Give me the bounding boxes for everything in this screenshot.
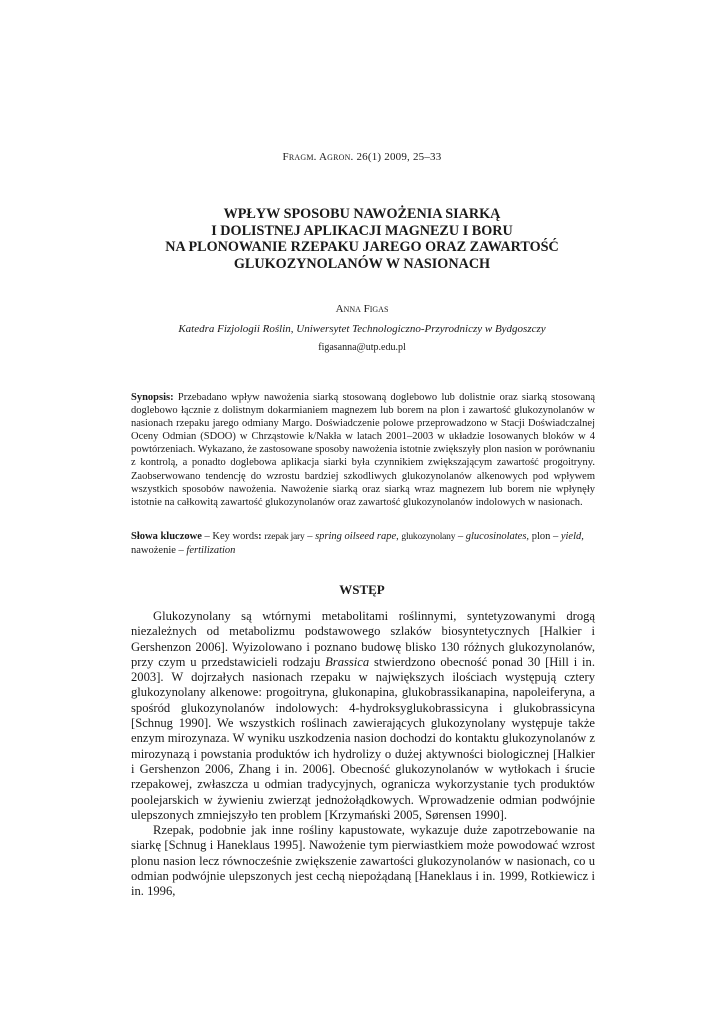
author-email: figasanna@utp.edu.pl (318, 342, 406, 353)
synopsis-label: Synopsis: (131, 392, 174, 403)
paragraph: Rzepak, podobnie jak inne rośliny kapustowate, wykazuje duże zapotrzebowanie na siarkę [Schnug i Haneklaus 1995]. Nawożenie tym pierwiastkiem może powodować wzrost plonu nasion lecz równocześnie zwiększenie zawartości glukozynolanów w nasionach, co u odmian podwójnie ulepszonych jest cechą niepożądaną [Haneklaus i in. 1999, Rotkiewicz i in. 1996, (131, 823, 595, 899)
body-text (131, 609, 595, 900)
synopsis-text: Przebadano wpływ nawożenia siarką stosowaną doglebowo lub dolistnie oraz siarką stosowaną doglebowo łącznie z dolistnym dokarmianiem magnezem lub borem na plon i zawartość glukozynolanów w nasionach rzepaku jarego odmiany Margo. Doświadczenie polowe przeprowadzono w Stacji Doświadczalnej Oceny Odmian (SDOO) w Chrząstowie k/Nakła w latach 2001–2003 w układzie losowanych bloków w 4 powtórzeniach. Wykazano, że zastosowane sposoby nawożenia istotnie zwiększyły plon nasion w porównaniu z kontrolą, a ponadto doglebowa aplikacja siarki była czynnikiem zwiększającym zawartość progoitryny. Zaobserwowano tendencję do wzrostu bardziej szkodliwych glukozynolanów alkenowych pod wpływem wszystkich sposobów nawożenia. Nawożenie siarką oraz siarką wraz magnezem lub borem nie wpłynęły istotnie na całkowitą zawartość glukozynolanów oraz zawartość glukozynolanów indolowych w nasionach. (131, 392, 596, 508)
keyword-sep: , (396, 531, 402, 542)
journal-citation (0, 151, 724, 163)
keyword-dash: – (175, 545, 187, 556)
keyword-pl: rzepak jary (264, 532, 305, 542)
keyword-dash: – (550, 531, 561, 542)
journal-abbrev: Fragm. Agron. (282, 151, 354, 163)
title-line: I DOLISTNEJ APLIKACJI MAGNEZU I BORU (211, 222, 513, 239)
paper-title (120, 206, 604, 272)
keyword-dash: – (304, 531, 316, 542)
keyword-en: glucosinolates, (465, 531, 530, 542)
keyword-en: yield, (560, 531, 584, 542)
keyword-pl: glukozynolany (401, 532, 456, 542)
keywords-colon: : (258, 531, 265, 542)
keyword-en: spring oilseed rape (315, 531, 397, 542)
keyword-pl: nawożenie (131, 545, 176, 556)
keyword-en: fertilization (186, 545, 236, 556)
paragraph-text: stwierdzono obecność ponad 30 [Hill i in. 2003]. W dojrzałych nasionach rzepaku w największych ilościach występują cztery glukozynolany alkenowe: progoitryna, glukonapina, glukobrassikanapina, napoleiferyna, a spośród glukozynolanów indolowych: 4-hydroksyglukobrassicyna i glukobrassicyna [Schnug 1990]. We wszystkich roślinach zawierających glukozynolany występuje także enzym mirozynaza. W wyniku uszkodzenia nasion dochodzi do kontaktu glukozynolanów z mirozynazą i powstania produktów ich hydrolizy o dużej aktywności biologicznej [Halkier i Gershenzon 2006, Zhang i in. 2006]. Obecność glukozynolanów w wytłokach i śrucie rzepakowej, zwłaszcza u odmian tradycyjnych, ogranicza wykorzystanie tych produktów poolejarskich w żywieniu zwierząt jednożołądkowych. Wprowadzenie odmian podwójnie ulepszonych zmniejszyło ten problem [Krzymański 2005, Sørensen 1990]. (131, 654, 595, 822)
keyword-dash: – (455, 531, 466, 542)
paragraph-text: Glukozynolany są wtórnymi metabolitami roślinnymi, syntetyzowanymi drogą niezależnych od metabolizmu podstawowego szlaków biosyntetycznych [Halkier i Gershenzon 2006]. Wyizolowano i poznano budowę blisko 130 różnych glukozynolanów, przy czym u przedstawicieli rodzaju (131, 609, 595, 669)
citation: 26(1) 2009, 25–33 (356, 151, 442, 163)
synopsis (131, 391, 595, 509)
keywords-separator: – Key words (201, 531, 259, 542)
author-name: Anna Figas (335, 303, 389, 315)
title-line: NA PLONOWANIE RZEPAKU JAREGO ORAZ ZAWARTOŚĆ (165, 239, 559, 255)
keywords-label: Słowa kluczowe (131, 531, 202, 542)
paragraph (131, 609, 595, 823)
affiliation: Katedra Fizjologii Roślin, Uniwersytet Technologiczno-Przyrodniczy w Bydgoszczy (178, 323, 546, 335)
section-heading: WSTĘP (339, 582, 385, 597)
title-line: WPŁYW SPOSOBU NAWOŻENIA SIARKĄ (223, 206, 501, 222)
genus-name: Brassica (325, 654, 370, 669)
keywords (131, 530, 595, 558)
title-line: GLUKOZYNOLANÓW W NASIONACH (233, 255, 491, 272)
keyword-pl: plon (531, 531, 551, 542)
